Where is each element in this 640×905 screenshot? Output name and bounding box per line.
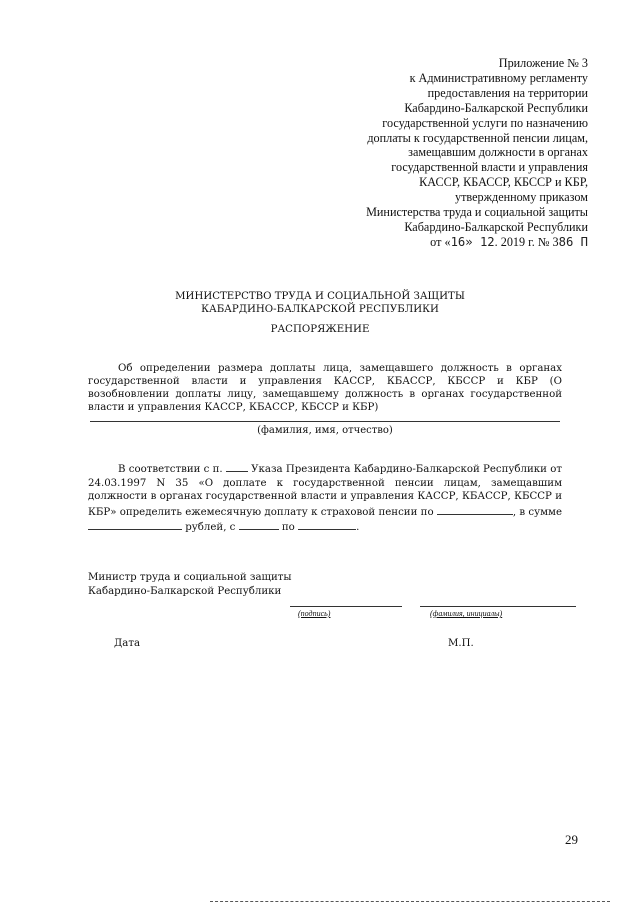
order-reference [288, 235, 588, 250]
minister-line2: Кабардино-Балкарской Республики [88, 585, 282, 597]
name-caption: (фамилия, имя, отчество) [257, 425, 393, 436]
ministry-heading [0, 290, 640, 316]
order-month: » 12 [465, 234, 495, 249]
appendix-line: утвержденному приказом [455, 190, 588, 205]
body-part1: В соответствии с п. [118, 464, 223, 475]
page-number: 29 [565, 832, 578, 847]
minister-line1: Министр труда и социальной защиты [88, 572, 292, 583]
subject-block [88, 362, 562, 414]
subject-text: Об определении размера доплаты лица, замещавшего должность в органах государственной власти и управления КАССР, КБАССР, КБССР и КБР (О возобновлении доплаты лицу, замещавшему должность в органах государственной власти и управления КАССР, КБАССР, КБССР и КБР) [88, 363, 562, 413]
body-part2: Указа Президента Кабардино-Балкарской Республики от 24.03.1997 N 35 «О доплате к государственной пенсии лицам, замещавшим должности в органах государственной власти и управления КАССР, КБАССР, КБССР и КБР» определить ежемесячную доплату к страховой пенсии по [88, 464, 562, 518]
appendix-line: КАССР, КБАССР, КБССР и КБР, [419, 175, 588, 190]
ministry-line2: КАБАРДИНО-БАЛКАРСКОЙ РЕСПУБЛИКИ [201, 304, 439, 315]
appendix-line: доплаты к государственной пенсии лицам, [367, 130, 588, 145]
order-prefix: от « [430, 234, 451, 249]
order-day: 16 [450, 234, 466, 249]
body-part5: по [281, 522, 295, 534]
appendix-line: к Административному регламенту [409, 70, 588, 85]
appendix-line: замещавшим должности в органах [408, 145, 588, 160]
body-block [88, 461, 562, 535]
body-part3: , в сумме [512, 506, 563, 518]
bottom-rule [210, 901, 610, 902]
appendix-line: государственной власти и управления [391, 160, 588, 175]
initials-caption: (фамилия, инициалы) [430, 609, 503, 618]
body-part6: . [356, 522, 360, 534]
appendix-line: Министерства труда и социальной защиты [366, 205, 588, 220]
appendix-line: предоставления на территории [427, 85, 588, 100]
date-label: Дата [114, 638, 141, 649]
document-type: РАСПОРЯЖЕНИЕ [270, 324, 370, 335]
appendix-line: Кабардино-Балкарской Республики [404, 100, 588, 115]
appendix-line: государственной услуги по назначению [382, 115, 588, 130]
appendix-line: Приложение № 3 [498, 56, 588, 70]
body-paragraph [88, 461, 562, 535]
order-number: 86 П [558, 234, 588, 249]
appendix-line: Кабардино-Балкарской Республики [404, 219, 588, 234]
ministry-line1: МИНИСТЕРСТВО ТРУДА И СОЦИАЛЬНОЙ ЗАЩИТЫ [175, 291, 465, 302]
amount-blank [88, 519, 182, 530]
item-blank [226, 461, 248, 472]
minister-title [88, 571, 292, 598]
start-date-blank [239, 519, 279, 530]
end-date-blank [298, 519, 356, 530]
name-underline [90, 421, 560, 422]
body-part4: рублей, с [185, 522, 236, 534]
signature-line [290, 606, 402, 607]
signature-caption: (подпись) [298, 609, 331, 618]
stamp-label: М.П. [448, 638, 474, 649]
appendix-header [288, 56, 588, 250]
pension-type-blank [437, 504, 513, 515]
initials-line [420, 606, 576, 607]
order-year: . 2019 г. № 3 [494, 234, 559, 249]
